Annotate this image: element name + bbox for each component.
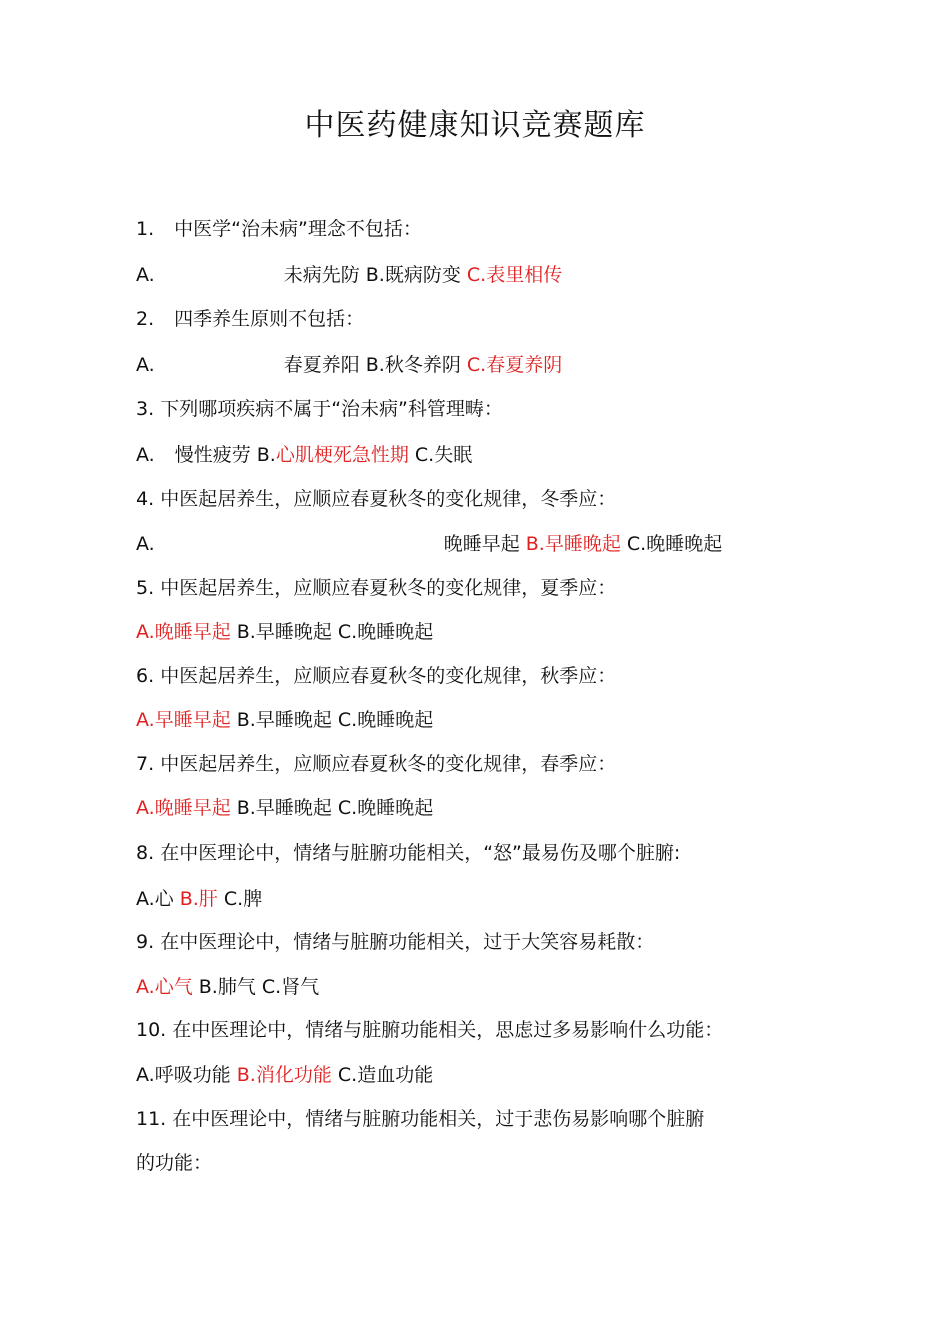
question-3 [136, 394, 826, 424]
question-number: 4. [136, 488, 155, 510]
option-a-answer: A.晚睡早起 [136, 797, 231, 819]
option-a-label: A. [136, 444, 155, 466]
question-number: 7. [136, 753, 155, 775]
question-8 [136, 838, 826, 868]
option-c: C.晚睡晚起 [337, 621, 434, 643]
option-c-answer: C.春夏养阴 [466, 354, 563, 376]
question-number: 9. [136, 931, 155, 953]
options-8 [136, 884, 826, 914]
option-a-label: A. [136, 264, 155, 286]
options-2 [136, 350, 826, 380]
question-number: 11. [136, 1108, 167, 1130]
option-b-label: B. [256, 444, 276, 466]
options-7 [136, 793, 826, 823]
document-title: 中医药健康知识竞赛题库 [304, 108, 646, 143]
option-b: B.既病防变 [365, 264, 461, 286]
option-c-answer: C.表里相传 [466, 264, 563, 286]
option-a-answer: A.早睡早起 [136, 709, 231, 731]
options-10 [136, 1060, 826, 1090]
option-c: C.晚睡晚起 [337, 797, 434, 819]
question-6 [136, 661, 826, 691]
question-text: 中医起居养生，应顺应春夏秋冬的变化规律，冬季应： [160, 488, 617, 510]
question-text: 在中医理论中，情绪与脏腑功能相关，过于悲伤易影响哪个脏腑 [172, 1108, 705, 1130]
question-number: 8. [136, 842, 155, 864]
question-text-continued: 的功能： [136, 1152, 213, 1174]
question-10 [136, 1015, 826, 1045]
option-b-answer: B.肝 [179, 888, 218, 910]
question-9 [136, 927, 826, 957]
option-a: 晚睡早起 [443, 533, 520, 555]
question-number: 2. [136, 308, 155, 330]
options-5 [136, 617, 826, 647]
options-1 [136, 260, 826, 290]
question-text: 四季养生原则不包括： [174, 308, 365, 330]
option-b-answer: 心肌梗死急性期 [275, 444, 409, 466]
option-b: B.早睡晚起 [236, 621, 332, 643]
option-b: B.早睡晚起 [236, 797, 332, 819]
question-2 [136, 304, 826, 334]
option-c: C.脾 [223, 888, 263, 910]
option-b-answer: B.消化功能 [236, 1064, 332, 1086]
question-text: 在中医理论中，情绪与脏腑功能相关，思虑过多易影响什么功能： [172, 1019, 724, 1041]
question-1 [136, 214, 826, 244]
option-b: B.早睡晚起 [236, 709, 332, 731]
option-a: 春夏养阳 [283, 354, 360, 376]
option-a: A.呼吸功能 [136, 1064, 231, 1086]
options-9 [136, 972, 826, 1002]
option-c: C.肾气 [261, 976, 320, 998]
option-a: A.心 [136, 888, 174, 910]
option-b-answer: B.早睡晚起 [525, 533, 621, 555]
question-7 [136, 749, 826, 779]
options-6 [136, 705, 826, 735]
question-4 [136, 484, 826, 514]
question-11-continued [136, 1148, 826, 1178]
option-c: C.造血功能 [337, 1064, 434, 1086]
question-text: 下列哪项疾病不属于“治未病”科管理畴： [160, 398, 503, 420]
option-c: C.晚睡晚起 [337, 709, 434, 731]
question-number: 1. [136, 218, 155, 240]
question-number: 10. [136, 1019, 167, 1041]
question-5 [136, 573, 826, 603]
option-c: C.晚睡晚起 [626, 533, 723, 555]
question-number: 6. [136, 665, 155, 687]
question-text: 中医起居养生，应顺应春夏秋冬的变化规律，夏季应： [160, 577, 617, 599]
question-number: 5. [136, 577, 155, 599]
options-3 [136, 440, 826, 470]
option-a: 未病先防 [283, 264, 360, 286]
question-text: 在中医理论中，情绪与脏腑功能相关，过于大笑容易耗散： [160, 931, 655, 953]
option-a-answer: A.心气 [136, 976, 193, 998]
option-b: B.肺气 [198, 976, 256, 998]
question-text: 中医起居养生，应顺应春夏秋冬的变化规律，秋季应： [160, 665, 617, 687]
option-c: C.失眠 [414, 444, 473, 466]
question-text: 在中医理论中，情绪与脏腑功能相关，“怒”最易伤及哪个脏腑: [160, 842, 681, 864]
option-a-label: A. [136, 533, 155, 555]
question-text: 中医学“治未病”理念不包括： [174, 218, 422, 240]
question-text: 中医起居养生，应顺应春夏秋冬的变化规律，春季应： [160, 753, 617, 775]
question-11 [136, 1104, 826, 1134]
option-a-label: A. [136, 354, 155, 376]
options-4 [136, 529, 826, 559]
question-number: 3. [136, 398, 155, 420]
option-a-answer: A.晚睡早起 [136, 621, 231, 643]
option-b: B.秋冬养阴 [365, 354, 461, 376]
option-a: 慢性疲劳 [174, 444, 251, 466]
